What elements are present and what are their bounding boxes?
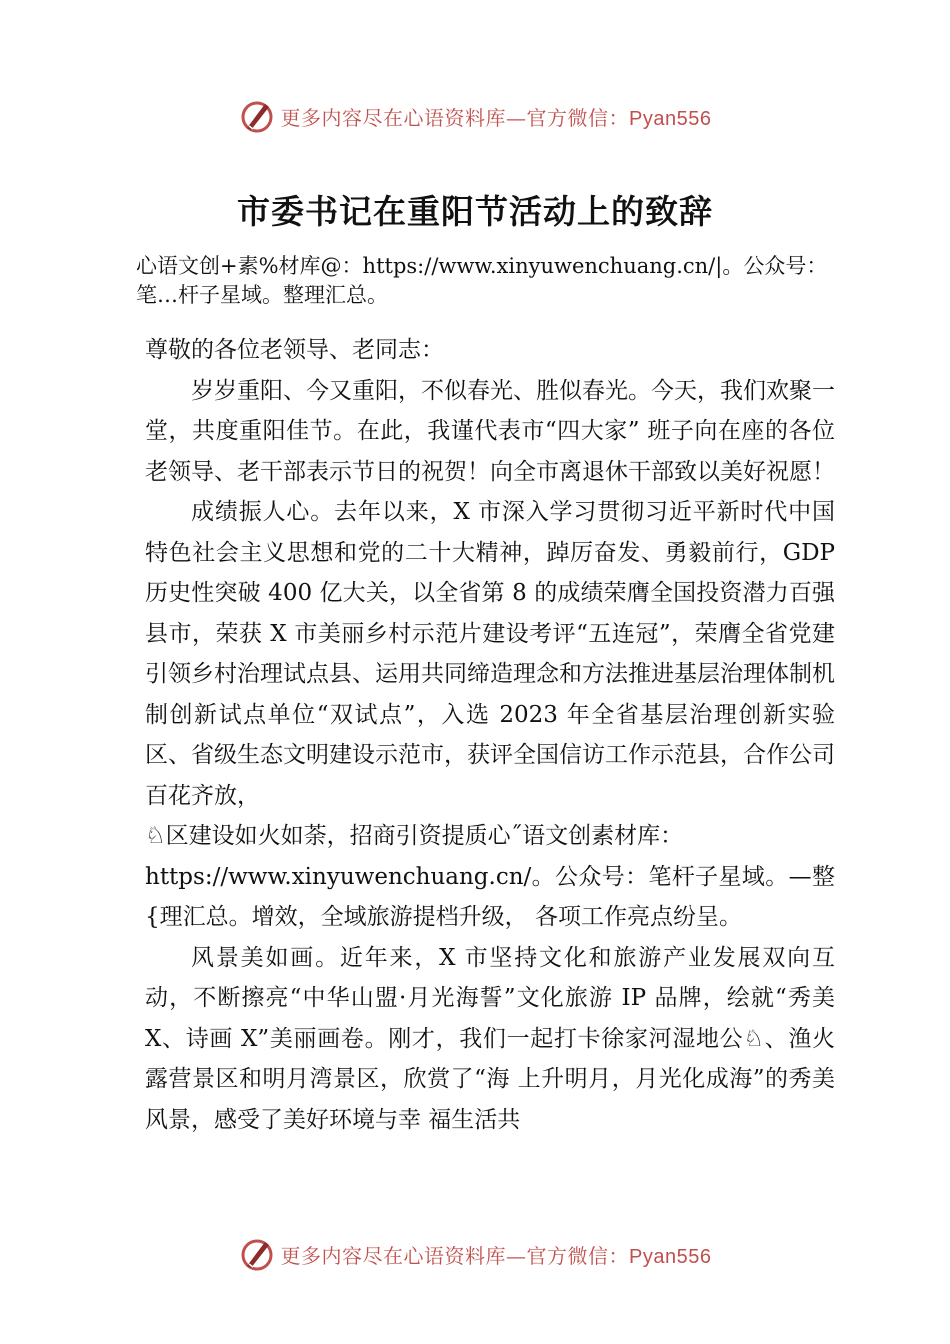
header-banner: [0, 96, 950, 136]
banner-text: 更多内容尽在心语资料库—官方微信：Pyan556: [280, 105, 712, 130]
salutation: 尊敬的各位老领导、老同志：: [145, 337, 444, 363]
document-body: [145, 330, 835, 1140]
quill-seal-icon: [239, 98, 275, 134]
quill-seal-icon: [239, 1236, 275, 1272]
source-line: 心语文创+素%材库@：https://www.xinyuwenchuang.cn/|。公众号：笔…杆子星域。整理汇总。: [136, 254, 828, 307]
paragraph: https://www.xinyuwenchuang.cn/。公众号：笔杆子星域。—整{理汇总。增效，全域旅游提档升级， 各项工作亮点纷呈。: [145, 863, 835, 930]
paragraph: 成绩振人心。去年以来，X 市深入学习贯彻习近平新时代中国特色社会主义思想和党的二十大精神，踔厉奋发、勇毅前行，GDP 历史性突破 400 亿大关，以全省第 8 的成绩荣膺全国投资潜力百强县市，荣获 X 市美丽乡村示范片建设考评“五连冠”，荣膺全省党建引领乡村治理试点县、运用共同缔造理念和方法推进基层治理体制机制创新试点单位“双试点”，入选 2023 年全省基层治理创新实验区、省级生态文明建设示范市，获评全国信访工作示范县，合作公司百花齐放，: [145, 499, 835, 809]
paragraph: 风景美如画。近年来，X 市坚持文化和旅游产业发展双向互动，不断擦亮“中华山盟·月光海誓”文化旅游 IP 品牌，绘就“秀美 X、诗画 X”美丽画卷。刚才，我们一起打卡徐家河湿地公♘、渔火露营景区和明月湾景区，欣赏了“海 上升明月，月光化成海”的秀美风景，感受了美好环境与幸 福生活共: [145, 944, 835, 1133]
footer-banner: [0, 1234, 950, 1274]
paragraph: 岁岁重阳、今又重阳，不似春光、胜似春光。今天，我们欢聚一堂，共度重阳佳节。在此，我谨代表市“四大家” 班子向在座的各位老领导、老干部表示节日的祝贺！向全市离退休干部致以美好祝愿！: [145, 377, 835, 485]
paragraph: ♘区建设如火如荼，招商引资提质心˝语文创素材库：: [145, 823, 684, 849]
banner-text: 更多内容尽在心语资料库—官方微信：Pyan556: [280, 1243, 712, 1268]
wechat-id: Pyan556: [629, 1245, 712, 1268]
page-title: 市委书记在重阳节活动上的致辞: [237, 192, 713, 231]
wechat-id: Pyan556: [629, 107, 712, 130]
